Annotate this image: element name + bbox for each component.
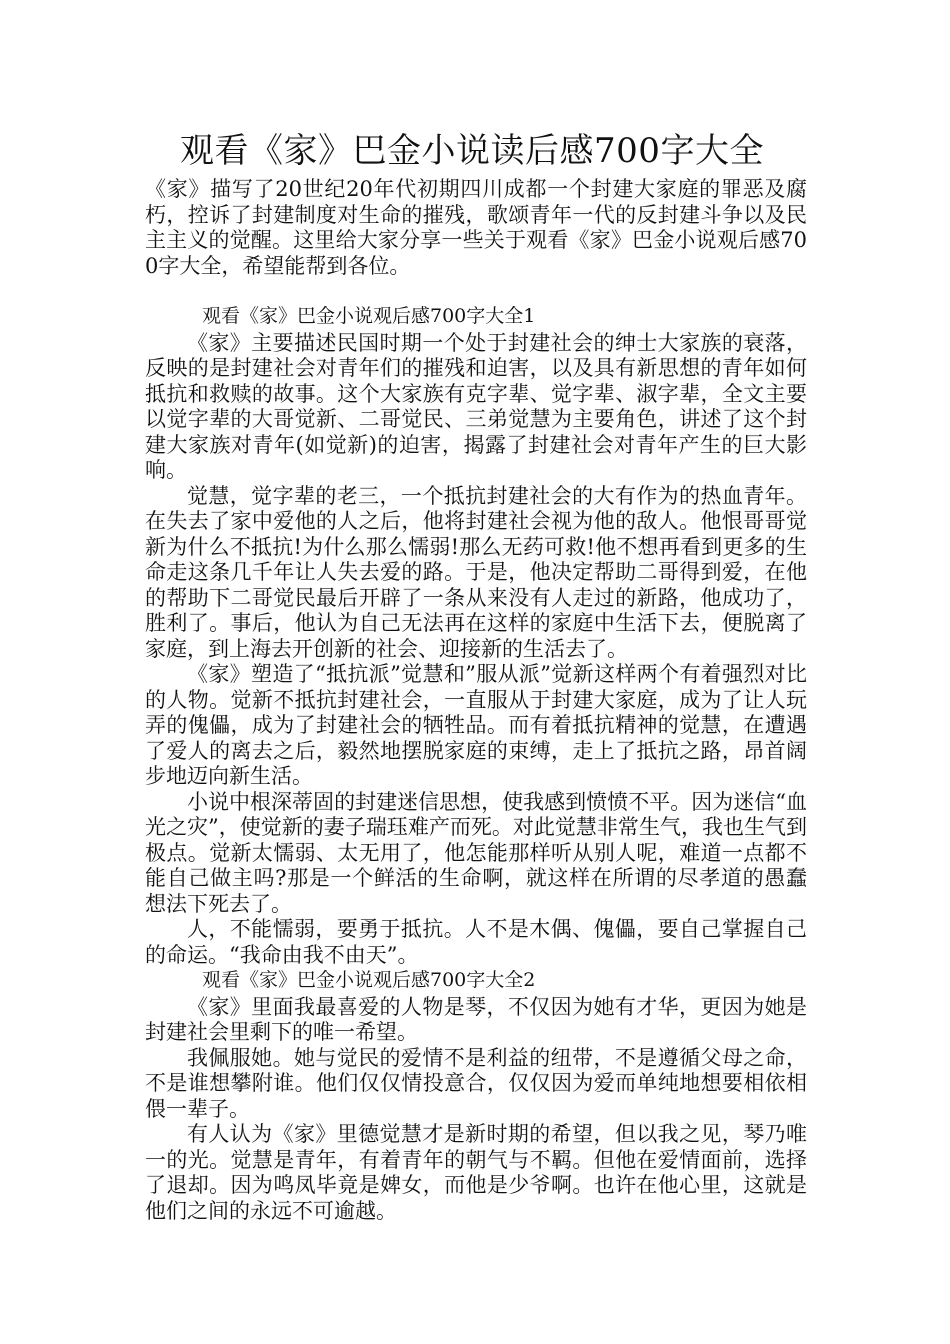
section-1-paragraph-3: 《家》塑造了“抵抗派”觉慧和”服从派”觉新这样两个有着强烈对比的人物。觉新不抵抗封建社会，一直服从于封建大家庭，成为了让人玩弄的傀儡，成为了封建社会的牺牲品。而有着抵抗精神的觉慧，在遭遇了爱人的离去之后，毅然地摆脱家庭的束缚，走上了抵抗之路，昂首阔步地迈向新生活。 [145,662,807,788]
section-heading-1: 观看《家》巴金小说观后感700字大全1 [202,305,536,327]
section-1-paragraph-5: 人，不能懦弱，要勇于抵抗。人不是木偶、傀儡，要自己掌握自己的命运。“我命由我不由天”。 [145,917,807,967]
document-page [145,127,807,1224]
section-1-paragraph-2: 觉慧，觉字辈的老三，一个抵抗封建社会的大有作为的热血青年。在失去了家中爱他的人之后，他将封建社会视为他的敌人。他恨哥哥觉新为什么不抵抗!为什么那么懦弱!那么无药可救!他不想再看到更多的生命走这条几千年让人失去爱的路。于是，他决定帮助二哥得到爱，在他的帮助下二哥觉民最后开辟了一条从来没有人走过的新路，他成功了，胜利了。事后，他认为自己无法再在这样的家庭中生活下去，便脱离了家庭，到上海去开创新的社会、迎接新的生活去了。 [145,483,807,661]
intro-paragraph: 《家》描写了20世纪20年代初期四川成都一个封建大家庭的罪恶及腐朽，控诉了封建制度对生命的摧残，歌颂青年一代的反封建斗争以及民主主义的觉醒。这里给大家分享一些关于观看《家》巴金小说观后感700字大全，希望能帮到各位。 [145,177,807,278]
section-2-paragraph-1: 《家》里面我最喜爱的人物是琴，不仅因为她有才华，更因为她是封建社会里剩下的唯一希望。 [145,994,807,1044]
section-heading-2: 观看《家》巴金小说观后感700字大全2 [202,969,536,991]
section-1-paragraph-4: 小说中根深蒂固的封建迷信思想，使我感到愤愤不平。因为迷信“血光之灾”，使觉新的妻子瑞珏难产而死。对此觉慧非常生气，我也生气到极点。觉新太懦弱、太无用了，他怎能那样听从别人呢，难道一点都不能自己做主吗?那是一个鲜活的生命啊，就这样在所谓的尽孝道的愚蠢想法下死去了。 [145,789,807,916]
document-title: 观看《家》巴金小说读后感700字大全 [180,131,764,171]
section-2-paragraph-3: 有人认为《家》里德觉慧才是新时期的希望，但以我之见，琴乃唯一的光。觉慧是青年，有着青年的朝气与不羁。但他在爱情面前，选择了退却。因为鸣凤毕竟是婢女，而他是少爷啊。也许在他心里，这就是他们之间的永远不可逾越。 [145,1122,807,1223]
section-2-paragraph-2: 我佩服她。她与觉民的爱情不是利益的纽带，不是遵循父母之命，不是谁想攀附谁。他们仅仅情投意合，仅仅因为爱而单纯地想要相依相偎一辈子。 [145,1045,807,1121]
section-1-paragraph-1: 《家》主要描述民国时期一个处于封建社会的绅士大家族的衰落，反映的是封建社会对青年们的摧残和迫害，以及具有新思想的青年如何抵抗和救赎的故事。这个大家族有克字辈、觉字辈、淑字辈，全文主要以觉字辈的大哥觉新、二哥觉民、三弟觉慧为主要角色，讲述了这个封建大家族对青年(如觉新)的迫害，揭露了封建社会对青年产生的巨大影响。 [145,330,807,482]
